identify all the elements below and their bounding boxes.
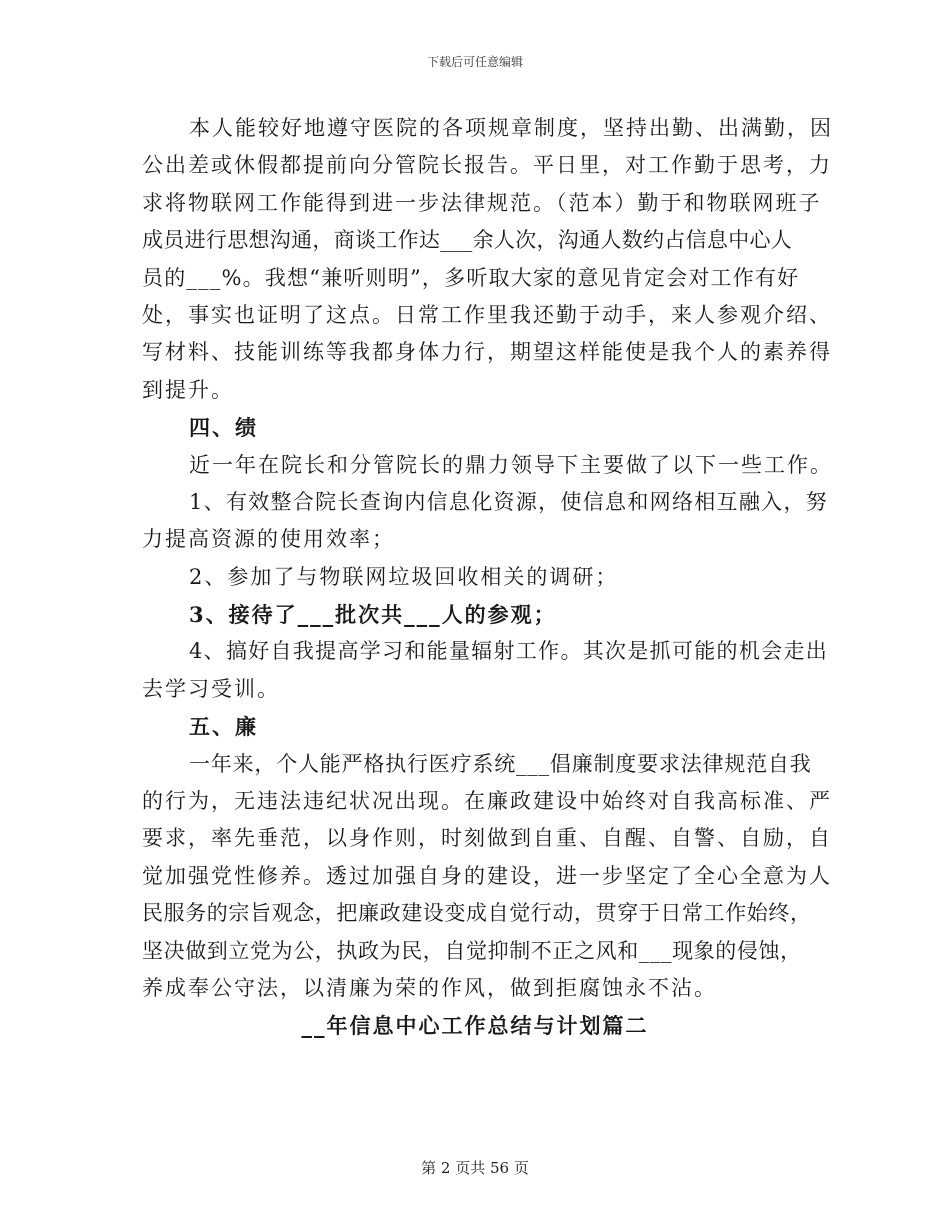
list-item-1: 1、有效整合院长查询内信息化资源，使信息和网络相互融入，努 xyxy=(189,489,829,514)
paragraph-line: 养成奉公守法，以清廉为荣的作风，做到拒腐蚀永不沾。 xyxy=(142,975,717,1000)
document-body xyxy=(142,110,833,1045)
paragraph-line: 到提升。 xyxy=(142,377,234,402)
paragraph-line: 公出差或休假都提前向分管院长报告。平日里，对工作勤于思考，力 xyxy=(142,153,832,178)
paragraph-line: 要求，率先垂范，以身作则，时刻做到自重、自醒、自警、自励，自 xyxy=(142,826,832,851)
section-heading-lian: 五、廉 xyxy=(189,714,258,740)
paragraph-line: 近一年在院长和分管院长的鼎力领导下主要做了以下一些工作。 xyxy=(189,452,833,477)
paragraph-line: 员的___%。我想“兼听则明”，多听取大家的意见肯定会对工作有好 xyxy=(142,265,800,290)
paragraph-line: 处，事实也证明了这点。日常工作里我还勤于动手，来人参观介绍、 xyxy=(142,302,832,327)
paragraph-line: 力提高资源的使用效率； xyxy=(142,527,395,552)
paragraph-line: 民服务的宗旨观念，把廉政建设变成自觉行动，贯穿于日常工作始终， xyxy=(142,901,812,926)
paragraph-line: 本人能较好地遵守医院的各项规章制度，坚持出勤、出满勤，因 xyxy=(189,116,833,140)
page-footer: 第 2 页共 56 页 xyxy=(421,1159,529,1177)
paragraph-line: 觉加强党性修养。透过加强自身的建设，进一步坚定了全心全意为人 xyxy=(142,863,832,888)
paragraph-line: 成员进行思想沟通，商谈工作达___余人次，沟通人数约占信息中心人 xyxy=(142,228,793,253)
list-item-4: 4、搞好自我提高学习和能量辐射工作。其次是抓可能的机会走出 xyxy=(189,639,829,664)
paragraph-line: 的行为，无违法违纪状况出现。在廉政建设中始终对自我高标准、严 xyxy=(142,789,832,814)
list-item-3: 3、接待了___批次共___人的参观； xyxy=(189,602,557,628)
paragraph-line: 写材料、技能训练等我都身体力行，期望这样能使是我个人的素养得 xyxy=(142,340,832,365)
paragraph-line: 去学习受训。 xyxy=(142,676,280,701)
paragraph-line: 一年来，个人能严格执行医疗系统___倡廉制度要求法律规范自我 xyxy=(189,751,812,776)
section-title: __年信息中心工作总结与计划篇二 xyxy=(301,1013,649,1039)
paragraph-line: 坚决做到立党为公，执政为民，自觉抑制不正之风和___现象的侵蚀， xyxy=(142,938,802,963)
page-header: 下载后可任意编辑 xyxy=(426,55,523,69)
list-item-2: 2、参加了与物联网垃圾回收相关的调研； xyxy=(189,564,619,589)
paragraph-line: 求将物联网工作能得到进一步法律规范。（范本）勤于和物联网班子 xyxy=(142,190,822,215)
section-heading-ji: 四、绩 xyxy=(189,415,258,441)
